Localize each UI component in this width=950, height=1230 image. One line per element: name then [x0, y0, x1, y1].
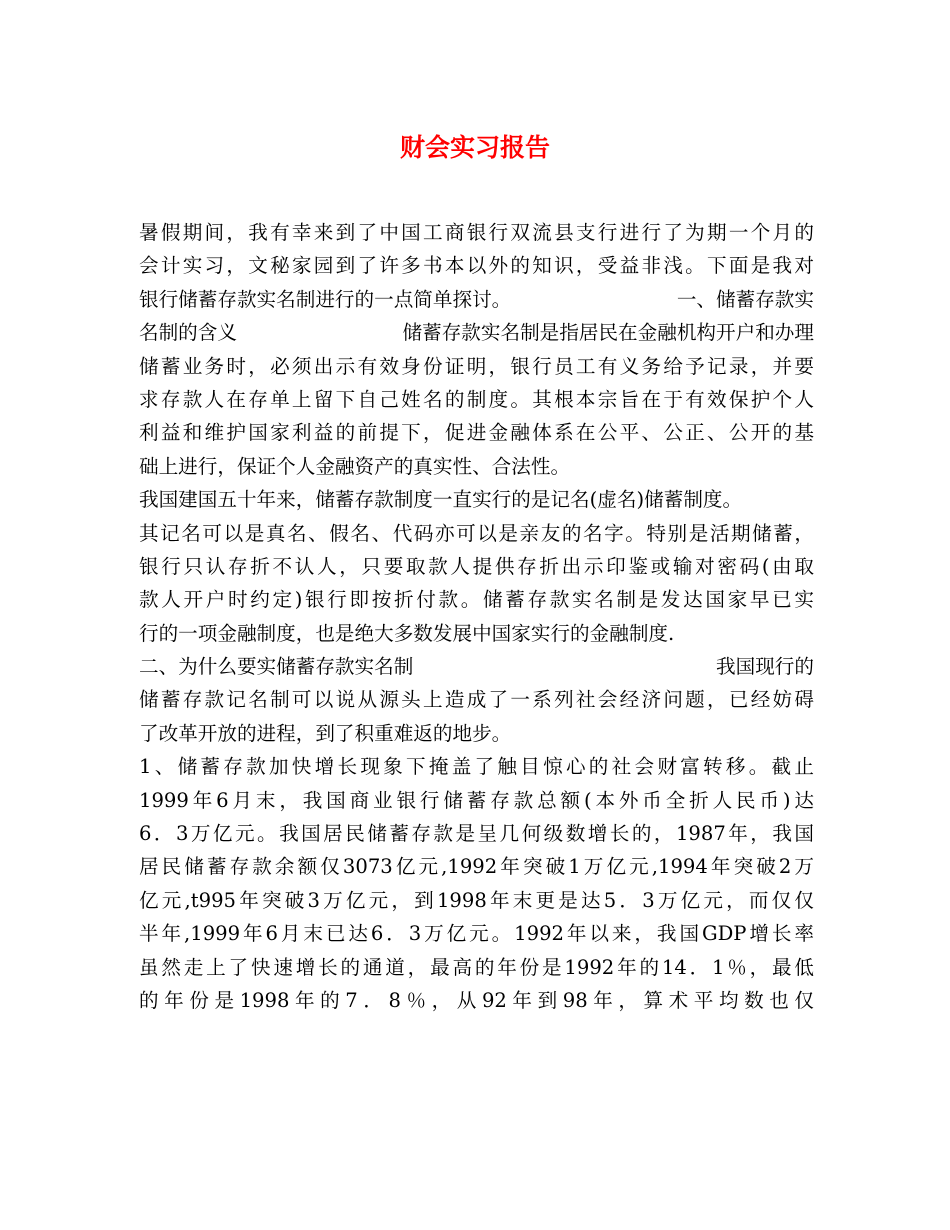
text-line: 会计实习，文秘家园到了许多书本以外的知识，受益非浅。下面是我对 [139, 254, 814, 278]
text-line: 的年份是1998年的7．8％，从92年到98年，算术平均数也仅 [139, 988, 814, 1012]
text-line: 半年,1999年6月末已达6．3万亿元。1992年以来，我国GDP增长率 [139, 922, 814, 946]
text-line [139, 283, 814, 316]
document-body [139, 216, 814, 1017]
text-line: 1、储蓄存款加快增长现象下掩盖了触目惊心的社会财富转移。截止 [139, 755, 814, 779]
text-line: 亿元,t995年突破3万亿元，到1998年末更是达5．3万亿元，而仅仅 [139, 888, 814, 912]
document-title: 财会实习报告 [399, 133, 550, 162]
text-line-right: 我国现行的 [716, 655, 814, 679]
text-line: 利益和维护国家利益的前提下，促进金融体系在公平、公正、公开的基 [139, 421, 814, 445]
text-line [139, 316, 814, 349]
text-line: 银行只认存折不认人，只要取款人提供存折出示印鉴或输对密码(由取 [139, 554, 814, 578]
section-heading-2: 二、为什么要实储蓄存款实名制 [139, 655, 414, 679]
text-line: 储蓄业务时，必须出示有效身份证明，银行员工有义务给予记录，并要 [139, 354, 814, 378]
text-line: 储蓄存款记名制可以说从源头上造成了一系列社会经济问题，已经妨碍 [139, 688, 814, 712]
text-line: 1999年6月末，我国商业银行储蓄存款总额(本外币全折人民币)达 [139, 788, 814, 812]
text-line: 求存款人在存单上留下自己姓名的制度。其根本宗旨在于有效保护个人 [139, 387, 814, 411]
text-line: 我国建国五十年来，储蓄存款制度一直实行的是记名(虚名)储蓄制度。 [139, 488, 743, 512]
text-line-left: 银行储蓄存款实名制进行的一点简单探讨。 [139, 287, 512, 311]
text-line: 其记名可以是真名、假名、代码亦可以是亲友的名字。特别是活期储蓄， [139, 521, 814, 545]
section-heading-1: 一、储蓄存款实 [676, 287, 814, 311]
text-line: 暑假期间，我有幸来到了中国工商银行双流县支行进行了为期一个月的 [139, 221, 814, 244]
text-line: 居民储蓄存款余额仅3073亿元,1992年突破1万亿元,1994年突破2万 [139, 855, 814, 879]
text-line-right: 储蓄存款实名制是指居民在金融机构开户和办理 [402, 321, 814, 345]
text-line: 础上进行，保证个人金融资产的真实性、合法性。 [139, 454, 571, 478]
text-line: 6．3万亿元。我国居民储蓄存款是呈几何级数增长的，1987年，我国 [139, 822, 814, 846]
text-line: 了改革开放的进程，到了积重难返的地步。 [139, 721, 512, 745]
text-line: 款人开户时约定)银行即按折付款。储蓄存款实名制是发达国家早已实 [139, 588, 814, 612]
text-line: 虽然走上了快速增长的通道，最高的年份是1992年的14．1％，最低 [139, 955, 814, 979]
text-line [139, 650, 814, 683]
text-line: 行的一项金融制度，也是绝大多数发展中国家实行的金融制度. [139, 621, 675, 645]
text-line-left: 名制的含义 [139, 321, 237, 345]
